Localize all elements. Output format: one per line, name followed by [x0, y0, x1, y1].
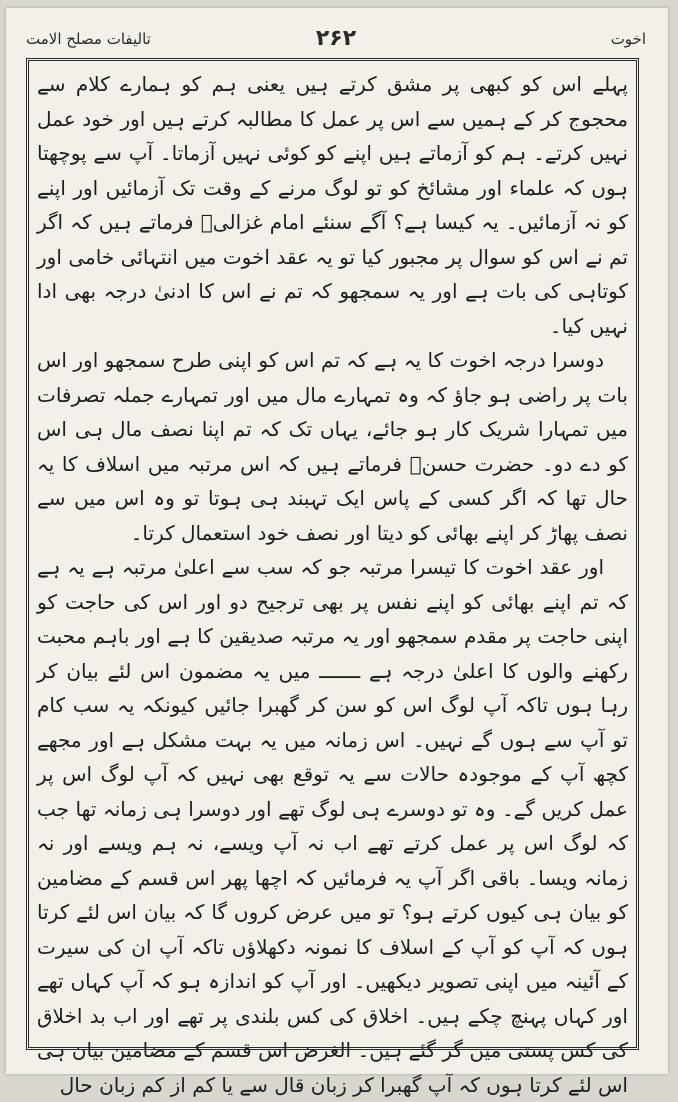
paragraph-1: پہلے اس کو کبھی پر مشق کرتے ہیں یعنی ہم کو ہمارے کلام سے محجوج کر کے ہمیں سے اس پر عمل کا مطالبہ کرتے ہیں اور خود عمل نہیں کرتے۔ ہم کو آزماتے ہیں اپنے کو کوئی نہیں آزماتا۔ آپ سے پوچھتا ہوں کہ علماء اور مشائخ کو تو لوگ مرنے کے وقت تک آزمائیں اور اپنے کو نہ آزمائیں۔ یہ کیسا ہے؟ آگے سنئے امام غزالیؒ فرماتے ہیں کہ اگر تم نے اس کو سوال پر مجبور کیا تو یہ عقد اخوت میں انتہائی خامی اور کوتاہی کی بات ہے اور یہ سمجھو کہ تم نے اس کا ادنیٰ درجہ بھی ادا نہیں کیا۔	[37, 72, 628, 338]
book-page	[6, 8, 668, 1097]
paragraph-2: دوسرا درجہ اخوت کا یہ ہے کہ تم اس کو اپنی طرح سمجھو اور اس بات پر راضی ہو جاؤ کہ وہ تمہارے مال میں اور تمہارے جملہ تصرفات میں تمہارا شریک کار ہو جائے، یہاں تک کہ تم اپنا نصف مال ہی اس کو دے دو۔ حضرت حسنؒ فرماتے ہیں کہ اس مرتبہ میں اسلاف کا یہ حال تھا کہ اگر کسی کے پاس ایک تہبند ہی ہوتا تو وہ اس میں سے نصف پھاڑ کر اپنے بھائی کو دیتا اور نصف خود استعمال کرتا۔	[37, 348, 628, 545]
paragraph-3: اور عقد اخوت کا تیسرا مرتبہ جو کہ سب سے اعلیٰ مرتبہ ہے یہ ہے کہ تم اپنے بھائی کو اپنے نفس پر بھی ترجیح دو اور اس کی حاجت کو اپنی حاجت پر مقدم سمجھو اور یہ مرتبہ صدیقین کا ہے اور باہم محبت رکھنے والوں کا اعلیٰ درجہ ہے ـــــــ میں یہ مضمون اس لئے بیان کر رہا ہوں تاکہ آپ لوگ اس کو سن کر گھبرا جائیں کیونکہ یہ سب کام تو آپ سے ہوں گے نہیں۔ اس زمانہ میں یہ بہت مشکل ہے اور مجھے کچھ آپ کے موجودہ حالات سے یہ توقع بھی نہیں کہ آپ لوگ اس پر عمل کریں گے۔ وہ تو دوسرے ہی لوگ تھے اور دوسرا ہی زمانہ تھا جب کہ لوگ اس پر عمل کرتے تھے اب نہ آپ ویسے، نہ ہم ویسے اور نہ زمانہ ویسا۔ باقی اگر آپ یہ فرمائیں کہ اچھا پھر اس قسم کے مضامین کو بیان ہی کیوں کرتے ہو؟ تو میں عرض کروں گا کہ بیان اس لئے کرتا ہوں کہ آپ کو آپ کے اسلاف کا نمونہ دکھلاؤں تاکہ آپ ان کی سیرت کے آئینہ میں اپنی تصویر دیکھیں۔ اور آپ کو اندازہ ہو کہ آپ کہاں تھے اور کہاں پہنچ چکے ہیں۔ اخلاق کی کس بلندی پر تھے اور اب بد اخلاق کی کس پستی میں گر گئے ہیں۔ الغرض اس قسم کے مضامین بیان ہی اس لئے کرتا ہوں کہ آپ گھبرا کر زبان قال سے یا کم از کم زبان حال	[37, 555, 629, 1097]
chapter-title: اخوت	[610, 30, 646, 48]
page-number: ۲۶۲	[315, 26, 357, 51]
page-body	[37, 67, 629, 1097]
text-frame	[26, 58, 639, 1097]
page-header	[26, 26, 646, 56]
book-title: تالیفات مصلح الامت	[26, 30, 151, 48]
